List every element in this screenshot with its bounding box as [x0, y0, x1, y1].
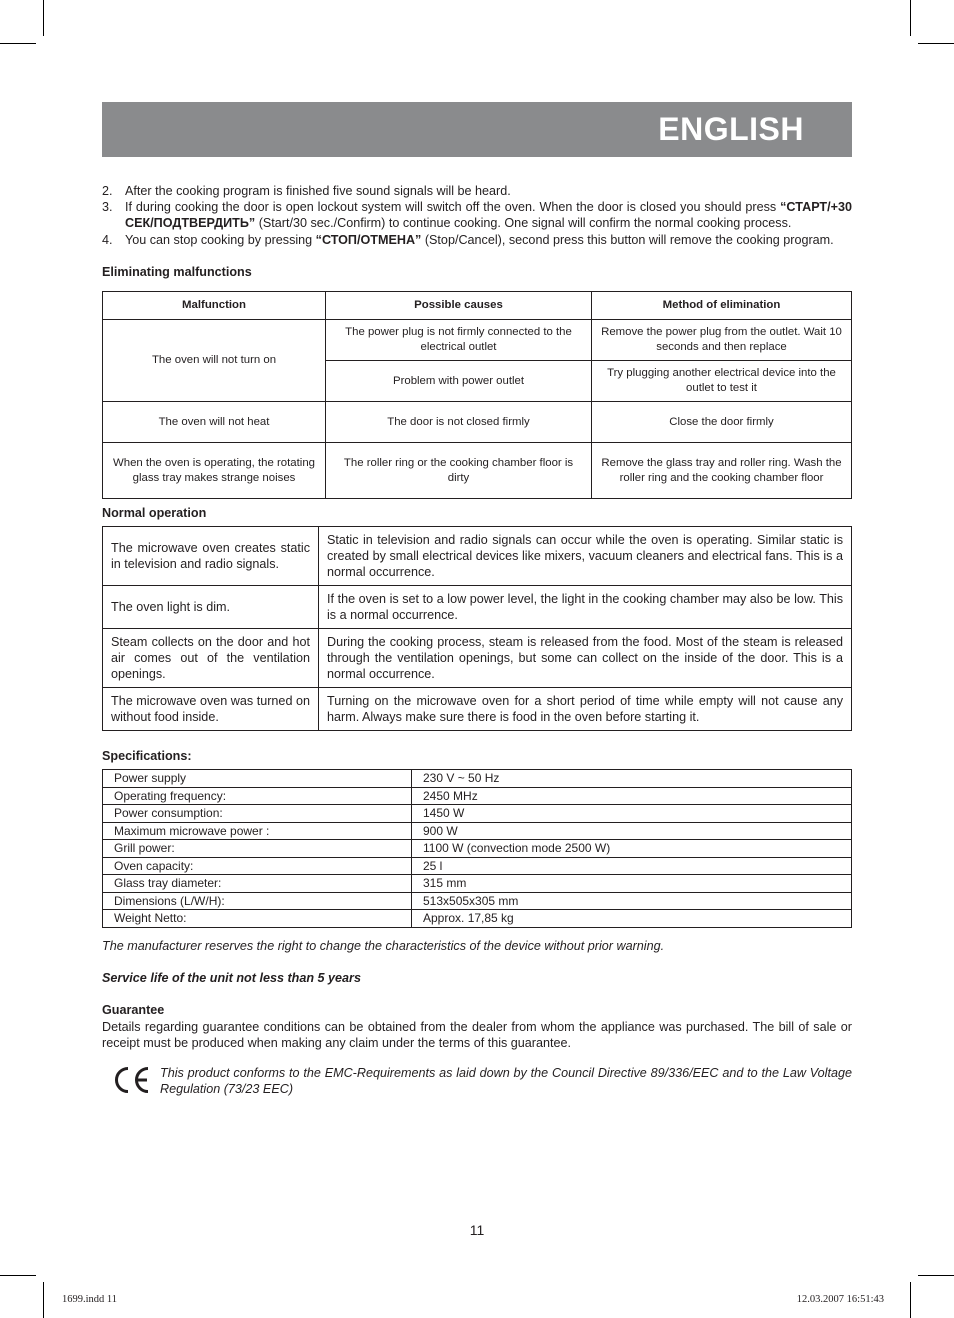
- spec-value: 315 mm: [412, 875, 852, 893]
- instruction-steps: [102, 183, 852, 248]
- table-row: [103, 586, 852, 629]
- spec-value: 2450 MHz: [412, 787, 852, 805]
- language-banner: [102, 102, 852, 157]
- method-cell: Try plugging another electrical device into the outlet to test it: [592, 361, 852, 402]
- malfunction-cell: The oven will not turn on: [103, 320, 326, 402]
- service-life: Service life of the unit not less than 5 years: [102, 971, 361, 986]
- malfunctions-title: Eliminating malfunctions: [102, 264, 252, 279]
- table-row: [103, 857, 852, 875]
- language-title: ENGLISH: [658, 111, 804, 147]
- page-number: 11: [469, 1222, 485, 1238]
- cause-cell: Problem with power outlet: [326, 361, 592, 402]
- table-row: [103, 527, 852, 586]
- step-text: If during cooking the door is open lockout system will switch off the oven. When the door is closed you should press: [125, 200, 781, 215]
- table-row: [103, 822, 852, 840]
- slug-timestamp: 12.03.2007 16:51:43: [796, 1294, 884, 1305]
- table-row: [103, 910, 852, 928]
- table-row: [103, 875, 852, 893]
- crop-mark: [910, 0, 911, 36]
- spec-value: 1450 W: [412, 805, 852, 823]
- cause-cell: The door is not closed firmly: [326, 402, 592, 443]
- symptom-cell: The microwave oven was turned on without food inside.: [103, 688, 319, 731]
- table-row: [103, 840, 852, 858]
- slug-file: 1699.indd 11: [62, 1294, 118, 1305]
- cause-cell: The power plug is not firmly connected to the electrical outlet: [326, 320, 592, 361]
- explanation-cell: Static in television and radio signals can occur while the oven is operating. Similar static is created by small electrical devices like mixers, vacuum cleaners and electrical fans. This is a normal occurrence.: [319, 527, 852, 586]
- table-row: [103, 787, 852, 805]
- spec-value: 1100 W (convection mode 2500 W): [412, 840, 852, 858]
- malfunctions-table: [102, 291, 852, 499]
- symptom-cell: The oven light is dim.: [103, 586, 319, 629]
- specifications-table: [102, 769, 852, 928]
- guarantee-text: Details regarding guarantee conditions can be obtained from the dealer from whom the appliance was purchased. The bill of sale or receipt must be produced when making any claim under the terms of this guarantee.: [102, 1019, 852, 1050]
- crop-mark: [918, 1275, 954, 1276]
- table-row: [103, 629, 852, 688]
- list-item: [102, 199, 852, 231]
- specifications-title: Specifications:: [102, 749, 192, 764]
- column-header: Malfunction: [103, 292, 326, 320]
- explanation-cell: During the cooking process, steam is released from the food. Most of the steam is released through the ventilation openings, but some can collect on the inside of the door. This is a normal occurrence.: [319, 629, 852, 688]
- spec-value: Approx. 17,85 kg: [412, 910, 852, 928]
- table-row: [103, 892, 852, 910]
- spec-label: Power supply: [103, 770, 412, 788]
- method-cell: Close the door firmly: [592, 402, 852, 443]
- spec-label: Maximum microwave power :: [103, 822, 412, 840]
- column-header: Possible causes: [326, 292, 592, 320]
- spec-label: Glass tray diameter:: [103, 875, 412, 893]
- manufacturer-notice: The manufacturer reserves the right to change the characteristics of the device without prior warning.: [102, 938, 665, 953]
- spec-value: 25 l: [412, 857, 852, 875]
- step-number: 4.: [102, 232, 113, 247]
- table-row: [103, 770, 852, 788]
- step-text: You can stop cooking by pressing: [125, 232, 316, 247]
- normal-operation-table: [102, 526, 852, 731]
- conformity-text: This product conforms to the EMC-Requirements as laid down by the Council Directive 89/336/EEC and to the Law Voltage Regulation (73/23 EEC): [160, 1065, 852, 1097]
- spec-value: 900 W: [412, 822, 852, 840]
- table-row: [103, 805, 852, 823]
- spec-label: Oven capacity:: [103, 857, 412, 875]
- table-row: [103, 688, 852, 731]
- crop-mark: [0, 1275, 36, 1276]
- spec-label: Dimensions (L/W/H):: [103, 892, 412, 910]
- button-label: “СТАРТ/+30 СЕК/ПОДТВЕРДИТЬ”: [125, 200, 852, 231]
- crop-mark: [918, 43, 954, 44]
- list-item: [102, 232, 852, 248]
- step-text: (Stop/Cancel), second press this button will remove the cooking program.: [421, 232, 834, 247]
- normal-operation-title: Normal operation: [102, 506, 207, 521]
- guarantee-title: Guarantee: [102, 1003, 165, 1018]
- method-cell: Remove the power plug from the outlet. Wait 10 seconds and then replace: [592, 320, 852, 361]
- table-row: [103, 443, 852, 499]
- conformity-block: [102, 1065, 852, 1105]
- method-cell: Remove the glass tray and roller ring. Wash the roller ring and the cooking chamber floor: [592, 443, 852, 499]
- explanation-cell: Turning on the microwave oven for a short period of time while empty will not cause any harm. Always make sure there is food in the oven before starting it.: [319, 688, 852, 731]
- spec-label: Grill power:: [103, 840, 412, 858]
- cause-cell: The roller ring or the cooking chamber floor is dirty: [326, 443, 592, 499]
- list-item: [102, 183, 852, 199]
- crop-mark: [43, 1282, 44, 1318]
- table-row: [103, 320, 852, 361]
- crop-mark: [43, 0, 44, 36]
- page-content: [102, 183, 852, 1105]
- step-number: 3.: [102, 200, 113, 215]
- spec-value: 230 V ~ 50 Hz: [412, 770, 852, 788]
- column-header: Method of elimination: [592, 292, 852, 320]
- spec-value: 513x505x305 mm: [412, 892, 852, 910]
- step-number: 2.: [102, 184, 113, 198]
- spec-label: Power consumption:: [103, 805, 412, 823]
- explanation-cell: If the oven is set to a low power level, the light in the cooking chamber may also be low. This is a normal occurrence.: [319, 586, 852, 629]
- crop-mark: [0, 43, 36, 44]
- spec-label: Weight Netto:: [103, 910, 412, 928]
- crop-mark: [910, 1282, 911, 1318]
- step-text: (Start/30 sec./Confirm) to continue cooking. One signal will confirm the normal cooking process.: [255, 216, 792, 231]
- button-label: “СТОП/ОТМЕНА”: [315, 232, 422, 247]
- spec-label: Operating frequency:: [103, 787, 412, 805]
- symptom-cell: The microwave oven creates static in television and radio signals.: [103, 527, 319, 586]
- malfunction-cell: The oven will not heat: [103, 402, 326, 443]
- ce-mark-icon: [112, 1065, 152, 1095]
- malfunction-cell: When the oven is operating, the rotating glass tray makes strange noises: [103, 443, 326, 499]
- symptom-cell: Steam collects on the door and hot air comes out of the ventilation openings.: [103, 629, 319, 688]
- step-text: After the cooking program is finished five sound signals will be heard.: [125, 184, 511, 198]
- table-row: [103, 402, 852, 443]
